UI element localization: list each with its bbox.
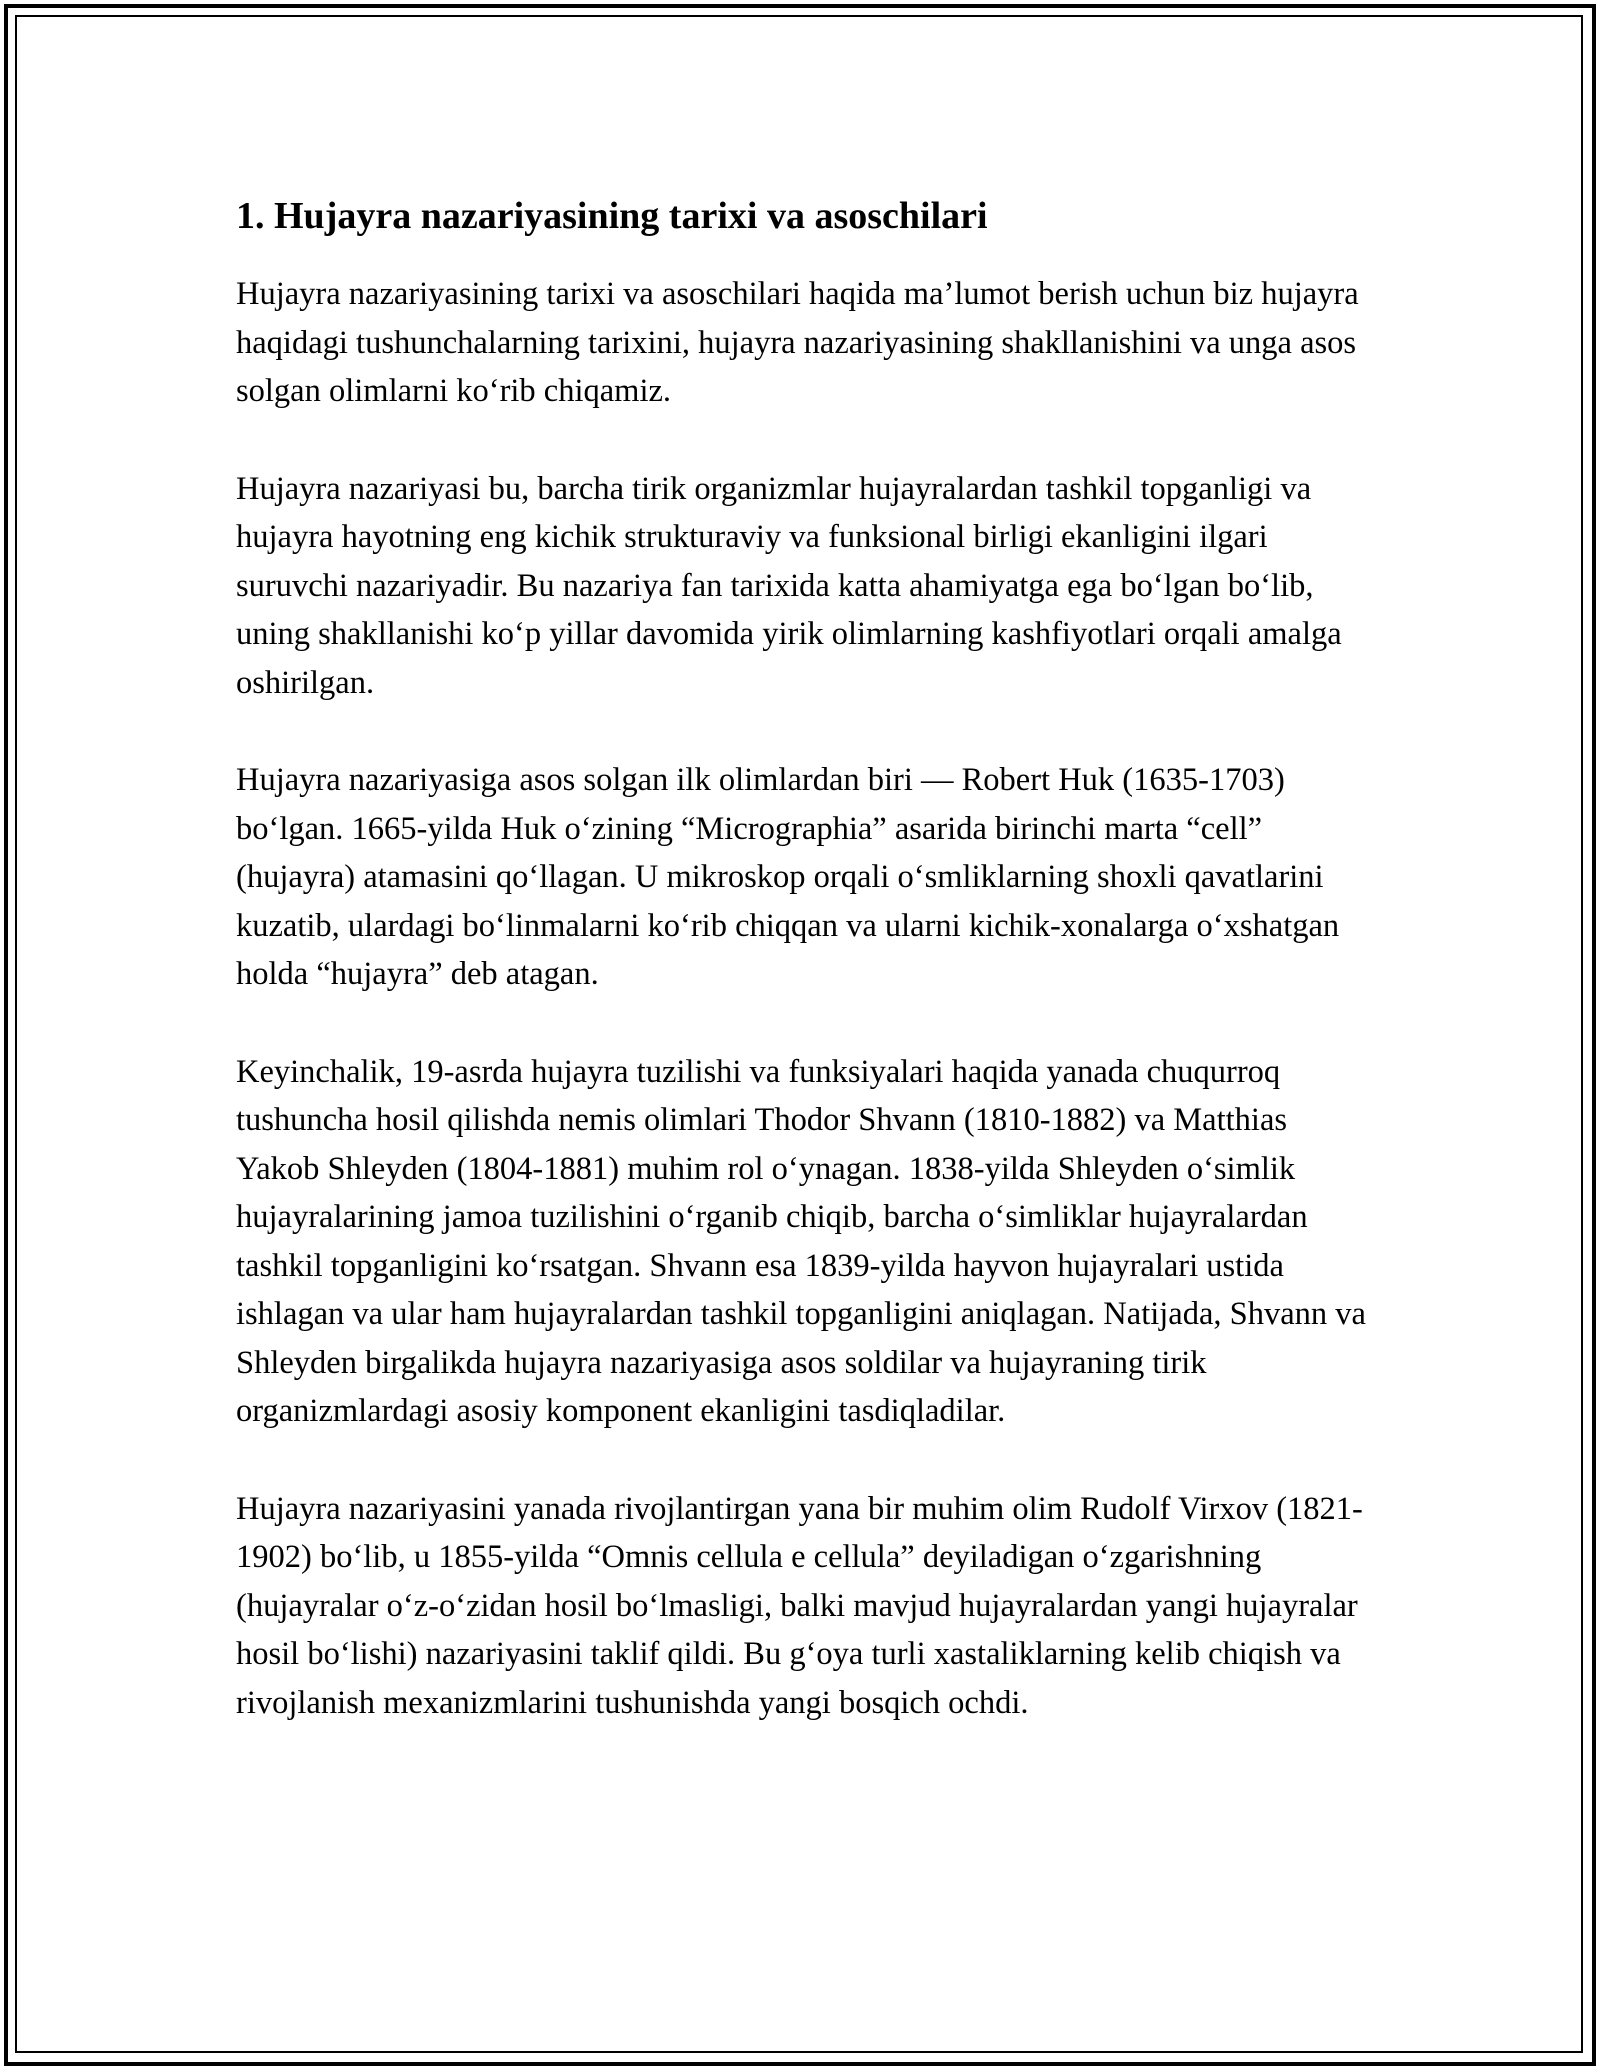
section-heading: 1. Hujayra nazariyasining tarixi va asoschilari xyxy=(236,195,988,237)
document-body xyxy=(236,188,1371,1776)
paragraph-robert-huk: Hujayra nazariyasiga asos solgan ilk olimlardan biri — Robert Huk (1635-1703) bo‘lgan. 1665-yilda Huk o‘zining “Micrographia” asarida birinchi marta “cell” (hujayra) atamasini qo‘llagan. U mikroskop orqali o‘smliklarning shoxli qavatlarini kuzatib, ulardagi bo‘linmalarni ko‘rib chiqqan va ularni kichik-xonalarga o‘xshatgan holda “hujayra” deb atagan. xyxy=(236,762,1340,992)
paragraph-intro: Hujayra nazariyasining tarixi va asoschilari haqida ma’lumot berish uchun biz hujayra haqidagi tushunchalarning tarixini, hujayra nazariyasining shakllanishini va unga asos solgan olimlarni ko‘rib chiqamiz. xyxy=(236,276,1359,409)
paragraph-virxov: Hujayra nazariyasini yanada rivojlantirgan yana bir muhim olim Rudolf Virxov (1821-1902) bo‘lib, u 1855-yilda “Omnis cellula e cellula” deyiladigan o‘zgarishning (hujayralar o‘z-o‘zidan hosil bo‘lmasligi, balki mavjud hujayralardan yangi hujayralar hosil bo‘lishi) nazariyasini taklif qildi. Bu g‘oya turli xastaliklarning kelib chiqish va rivojlanish mexanizmlarini tushunishda yangi bosqich ochdi. xyxy=(236,1490,1363,1721)
paragraph-shvann-shleyden: Keyinchalik, 19-asrda hujayra tuzilishi va funksiyalari haqida yanada chuqurroq tushuncha hosil qilishda nemis olimlari Thodor Shvann (1810-1882) va Matthias Yakob Shleyden (1804-1881) muhim rol o‘ynagan. 1838-yilda Shleyden o‘simlik hujayralarining jamoa tuzilishini o‘rganib chiqib, barcha o‘simliklar hujayralardan tashkil topganligini ko‘rsatgan. Shvann esa 1839-yilda hayvon hujayralari ustida ishlagan va ular ham hujayralardan tashkil topganligini aniqlagan. Natijada, Shvann va Shleyden birgalikda hujayra nazariyasiga asos soldilar va hujayraning tirik organizmlardagi asosiy komponent ekanligini tasdiqladilar. xyxy=(236,1053,1366,1429)
paragraph-definition: Hujayra nazariyasi bu, barcha tirik organizmlar hujayralardan tashkil topganligi va hujayra hayotning eng kichik strukturaviy va funksional birligi ekanligini ilgari suruvchi nazariyadir. Bu nazariya fan tarixida katta ahamiyatga ega bo‘lgan bo‘lib, uning shakllanishi ko‘p yillar davomida yirik olimlarning kashfiyotlari orqali amalga oshirilgan. xyxy=(236,470,1342,701)
